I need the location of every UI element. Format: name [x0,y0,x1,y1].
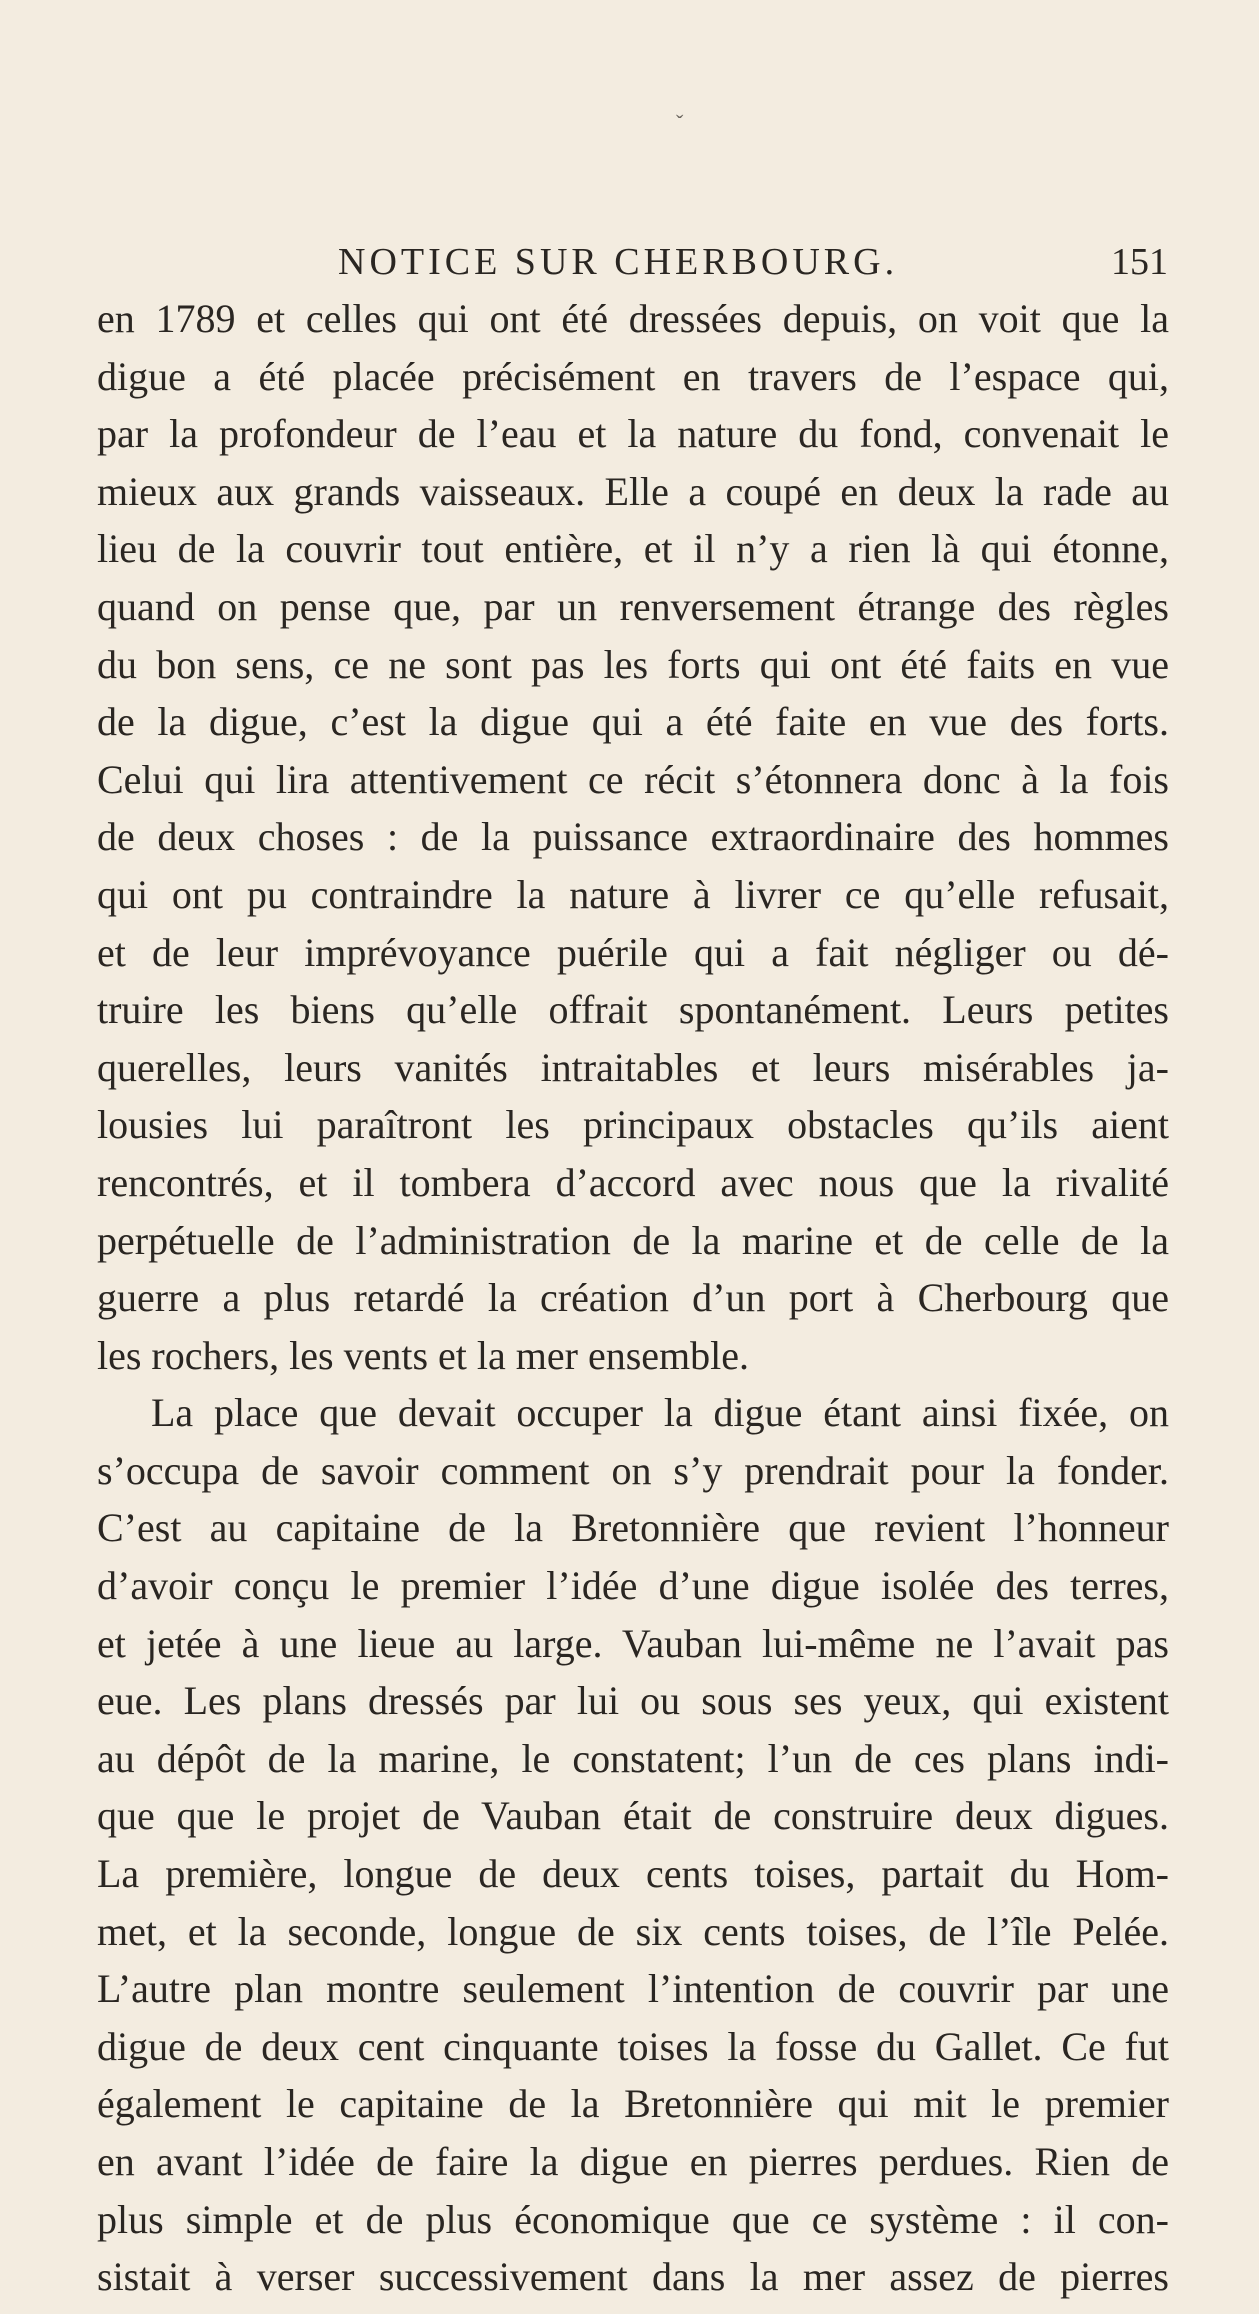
text-line: mieux aux grands vaisseaux. Elle a coupé en deux la rade au [97,468,1169,514]
text-line: et jetée à une lieue au large. Vauban lui-même ne l’avait pas [97,1620,1169,1666]
text-line: perpétuelle de l’administration de la marine et de celle de la [97,1217,1169,1263]
text-line: de la digue, c’est la digue qui a été faite en vue des forts. [97,699,1169,745]
text-line: de deux choses : de la puissance extraordinaire des hommes [97,814,1169,860]
text-line: s’occupa de savoir comment on s’y prendrait pour la fonder. [97,1447,1169,1493]
text-line: digue de deux cent cinquante toises la fosse du Gallet. Ce fut [97,2023,1169,2069]
text-line: en 1789 et celles qui ont été dressées depuis, on voit que la [97,296,1169,341]
printer-mark: ˇ [676,110,684,135]
text-line: en avant l’idée de faire la digue en pierres perdues. Rien de [97,2139,1169,2184]
text-line: que que le projet de Vauban était de construire deux digues. [97,1793,1169,1839]
text-line: qui ont pu contraindre la nature à livrer ce qu’elle refusait, [97,871,1169,917]
text-line: L’autre plan montre seulement l’intention de couvrir par une [97,1966,1169,2012]
text-line: plus simple et de plus économique que ce système : il con- [97,2196,1169,2242]
text-line-paragraph-end: les rochers, les vents et la mer ensemble. [97,1332,749,1378]
text-line: lousies lui paraîtront les principaux obstacles qu’ils aient [97,1102,1169,1148]
text-line: du bon sens, ce ne sont pas les forts qui ont été faits en vue [97,641,1169,687]
text-line: truire les biens qu’elle offrait spontanément. Leurs petites [97,987,1169,1033]
text-line: d’avoir conçu le premier l’idée d’une digue isolée des terres, [97,1563,1169,1609]
text-line: C’est au capitaine de la Bretonnière que revient l’honneur [97,1505,1169,1551]
running-title: NOTICE SUR CHERBOURG. [338,241,899,283]
text-line: rencontrés, et il tombera d’accord avec nous que la rivalité [97,1159,1169,1205]
text-line: par la profondeur de l’eau et la nature du fond, convenait le [97,411,1169,457]
text-line: sistait à verser successivement dans la mer assez de pierres [97,2254,1169,2300]
text-line: Celui qui lira attentivement ce récit s’étonnera donc à la fois [97,756,1169,802]
text-line: eue. Les plans dressés par lui ou sous ses yeux, qui existent [97,1678,1169,1724]
text-line: guerre a plus retardé la création d’un port à Cherbourg que [97,1275,1169,1321]
text-line: également le capitaine de la Bretonnière qui mit le premier [97,2081,1169,2127]
text-line: et de leur imprévoyance puérile qui a fait négliger ou dé- [97,929,1169,975]
text-line: au dépôt de la marine, le constatent; l’un de ces plans indi- [97,1735,1169,1781]
text-line: met, et la seconde, longue de six cents toises, de l’île Pelée. [97,1908,1169,1954]
text-line-paragraph-start: La place que devait occuper la digue étant ainsi fixée, on [151,1390,1169,1436]
text-line: quand on pense que, par un renversement étrange des règles [97,583,1169,629]
text-line: lieu de la couvrir tout entière, et il n’y a rien là qui étonne, [97,526,1169,572]
text-line: La première, longue de deux cents toises, partait du Hom- [97,1851,1169,1897]
text-line: querelles, leurs vanités intraitables et leurs misérables ja- [97,1044,1169,1090]
body-text [97,290,1169,2306]
text-line: digue a été placée précisément en travers de l’espace qui, [97,353,1169,399]
page-number: 151 [1111,241,1168,283]
page-header [96,238,1178,286]
